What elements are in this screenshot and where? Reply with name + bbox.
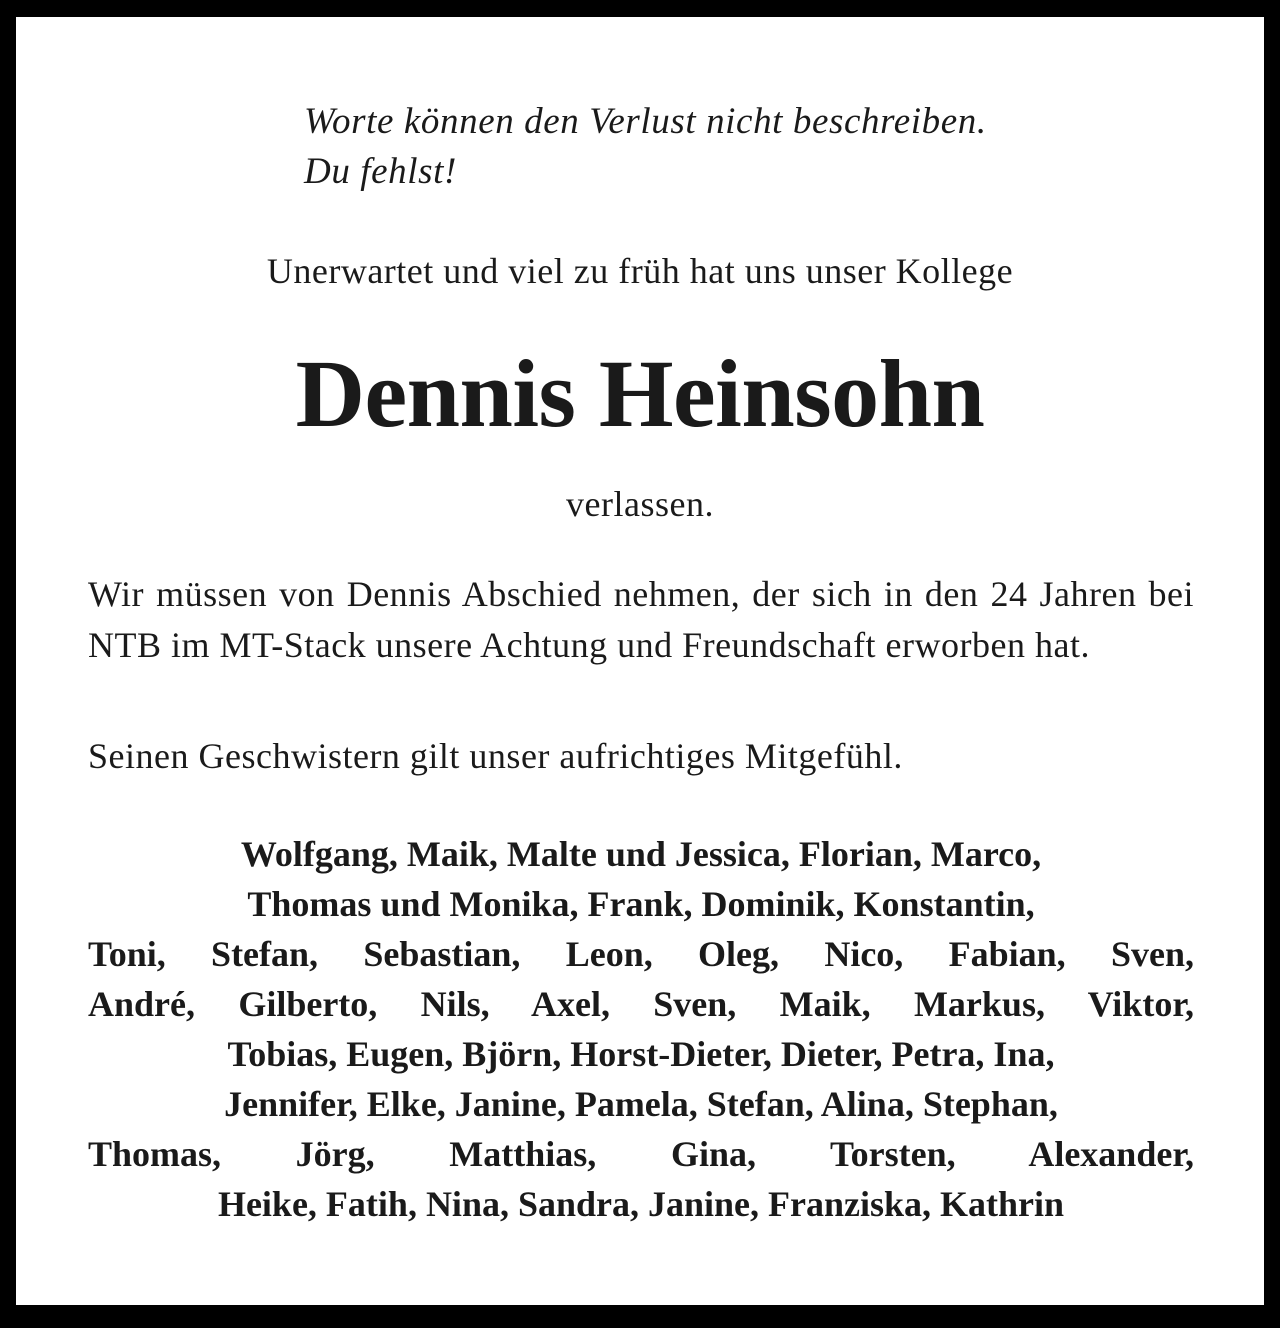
deceased-name: Dennis Heinsohn	[295, 340, 985, 447]
signatories-line: Wolfgang, Maik, Malte und Jessica, Florian, Marco,	[240, 834, 1042, 874]
obituary-notice	[16, 17, 1264, 1305]
signatories-line: Tobias, Eugen, Björn, Horst-Dieter, Dieter, Petra, Ina,	[227, 1034, 1055, 1074]
motto-quote	[304, 97, 987, 197]
signatories-list	[88, 829, 1194, 1229]
intro-text: Unerwartet und viel zu früh hat uns unser Kollege	[266, 251, 1014, 291]
signatories-line: Heike, Fatih, Nina, Sandra, Janine, Franziska, Kathrin	[217, 1184, 1065, 1224]
condolence-paragraph: Seinen Geschwistern gilt unser aufrichtiges Mitgefühl.	[88, 736, 903, 776]
tribute-paragraph: Wir müssen von Dennis Abschied nehmen, der sich in den 24 Jahren bei NTB im MT-Stack unsere Achtung und Freundschaft erworben hat.	[88, 574, 1194, 665]
motto-line-2: Du fehlst!	[304, 151, 457, 192]
motto-line-1: Worte können den Verlust nicht beschreiben.	[304, 101, 987, 142]
signatories-line: André, Gilberto, Nils, Axel, Sven, Maik, Markus, Viktor,	[88, 984, 1194, 1024]
signatories-line: Thomas und Monika, Frank, Dominik, Konstantin,	[247, 884, 1035, 924]
signatories-line: Toni, Stefan, Sebastian, Leon, Oleg, Nico, Fabian, Sven,	[88, 934, 1194, 974]
verb-text: verlassen.	[566, 484, 714, 524]
signatories-line: Jennifer, Elke, Janine, Pamela, Stefan, Alina, Stephan,	[224, 1084, 1058, 1124]
signatories-line: Thomas, Jörg, Matthias, Gina, Torsten, Alexander,	[88, 1134, 1194, 1174]
